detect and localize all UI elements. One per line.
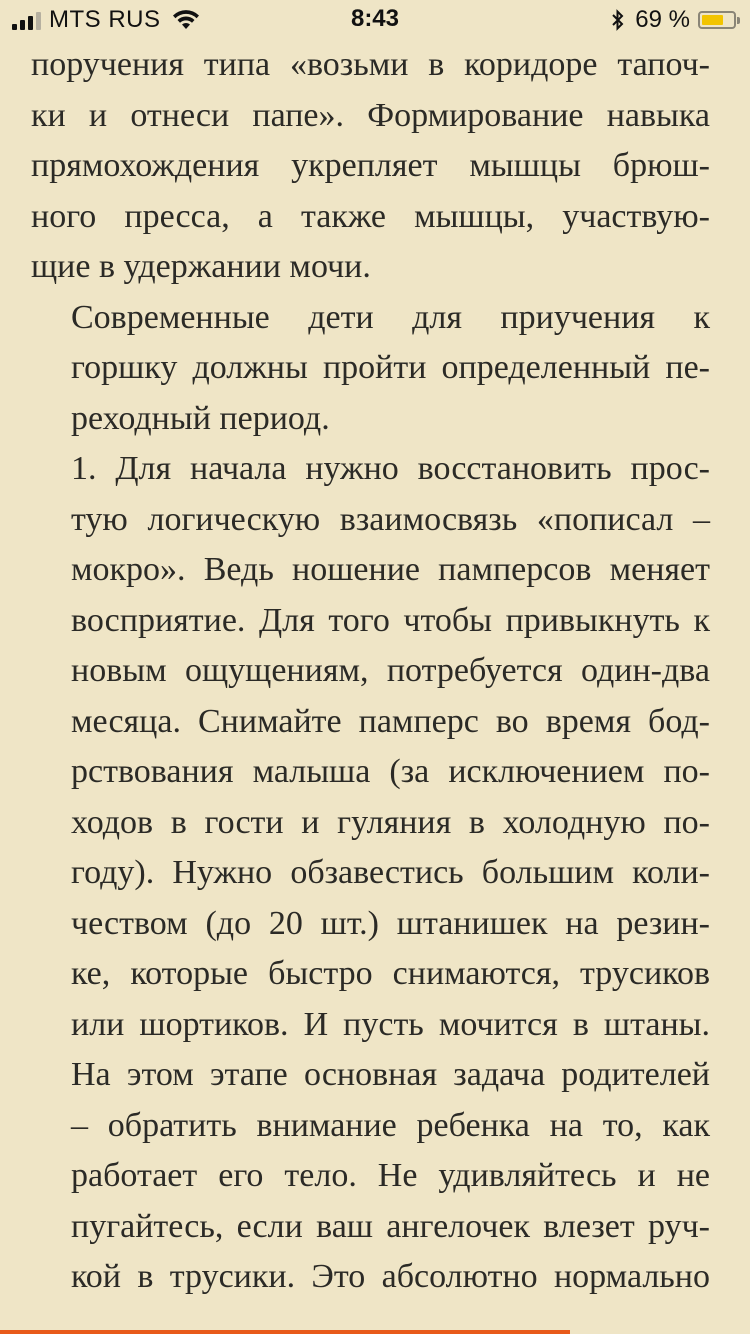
text-line: ходов в гости и гуляния в холодную по- [71,803,710,841]
text-line: мокро». Ведь ношение памперсов меняет [71,551,710,588]
text-line: На этом этапе основная задача родителей [71,1056,710,1093]
paragraph [31,40,710,293]
text-line: Современные дети для приучения к [71,298,710,336]
text-line: пугайтесь, если ваш ангелочек влезет руч- [71,1207,710,1245]
text-line: поручения типа «возьми в коридоре тапоч- [31,46,710,83]
text-line: – обратить внимание ребенка на то, как [71,1106,710,1144]
reading-progress-fill [0,1330,570,1334]
reading-progress-bar [0,1330,750,1334]
text-line: чеством (до 20 шт.) штанишек на резин- [71,904,710,942]
text-line: 1. Для начала нужно восстановить прос- [71,450,710,487]
text-line: горшку должны пройти определенный пе- [71,349,710,386]
text-line: реходный период. [71,399,330,437]
clock: 8:43 [350,5,400,32]
battery-fill [702,15,723,25]
text-line: тую логическую взаимосвязь «пописал – [71,500,710,538]
text-line: или шортиков. И пусть мочится в штаны. [71,1005,710,1043]
text-line: году). Нужно обзавестись большим коли- [71,854,710,891]
text-line: щие в удержании мочи. [31,248,371,285]
text-line: месяца. Снимайте памперс во время бод- [71,702,710,740]
text-line: рствования малыша (за исключением по- [71,753,710,790]
carrier-name: MTS RUS [49,6,161,33]
paragraph [31,293,710,445]
reader-page-text[interactable] [31,40,710,1303]
text-line: кой в трусики. Это абсолютно нормально [71,1258,710,1295]
battery-icon [698,11,736,29]
battery-percent: 69 % [635,6,690,33]
text-line: работает его тело. Не удивляйтесь и не [71,1157,710,1194]
bluetooth-icon [611,9,625,31]
text-line: новым ощущениям, потребуется один-два [71,652,710,689]
text-line: ки и отнеси папе». Формирование навыка [31,96,710,134]
status-bar [0,0,750,40]
status-right [611,6,736,34]
text-line: ке, которые быстро снимаются, трусиков [71,955,710,992]
paragraph [31,444,710,1303]
text-line: ного пресса, а также мышцы, участвую- [31,197,710,235]
text-line: прямохождения укрепляет мышцы брюш- [31,147,710,184]
text-line: восприятие. Для того чтобы привыкнуть к [71,601,710,639]
